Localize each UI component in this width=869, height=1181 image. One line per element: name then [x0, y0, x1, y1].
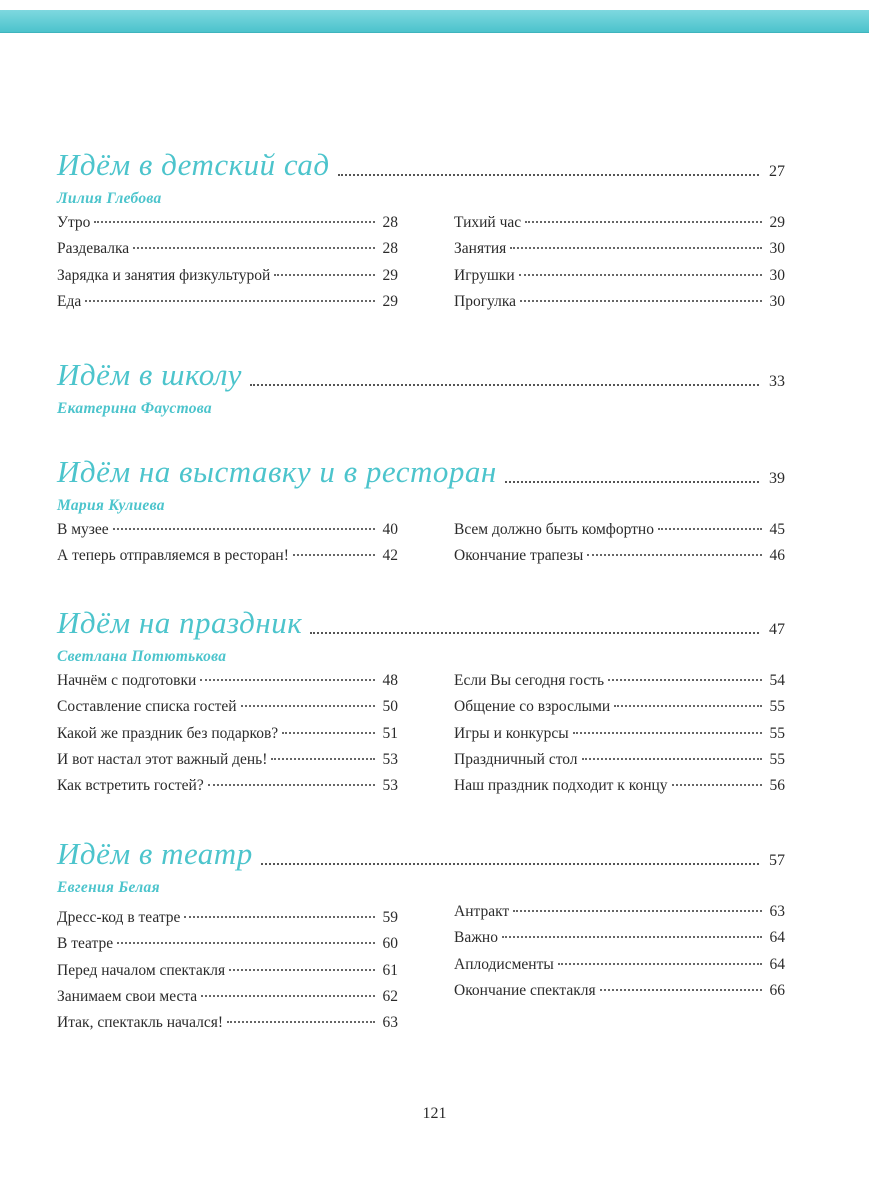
- entry-page: 59: [382, 909, 398, 926]
- toc-entry: [57, 547, 398, 573]
- entry-label: Зарядка и занятия физкультурой: [57, 266, 271, 284]
- section-page: 27: [769, 163, 785, 180]
- section-title: Идём в детский сад: [57, 147, 330, 182]
- entry-label: В музее: [57, 521, 109, 538]
- toc-entry: [454, 240, 785, 266]
- entry-label: Наш праздник подходит к концу: [454, 777, 668, 795]
- toc-section-school: [57, 352, 785, 418]
- toc-entry: [57, 962, 398, 988]
- toc-entry: [57, 777, 398, 803]
- entry-page: 61: [382, 961, 398, 979]
- toc-entry: [57, 240, 398, 266]
- entries-left: [57, 672, 398, 803]
- dot-leader: [208, 784, 375, 786]
- entry-label: Итак, спектакль начался!: [57, 1014, 224, 1032]
- entry-page: 62: [382, 987, 398, 1005]
- dot-leader: [250, 384, 759, 386]
- section-author: Екатерина Фаустова: [57, 400, 212, 417]
- entry-label: В театре: [57, 935, 114, 953]
- entry-page: 40: [382, 521, 398, 538]
- toc-entry: [454, 698, 785, 724]
- entry-page: 55: [769, 724, 785, 742]
- entry-label: Общение со взрослыми: [454, 698, 611, 716]
- entry-page: 56: [769, 777, 785, 795]
- dot-leader: [505, 481, 759, 483]
- dot-leader: [117, 942, 374, 944]
- entry-label: Игрушки: [454, 266, 515, 284]
- dot-leader: [587, 554, 761, 556]
- toc-entry: [57, 672, 398, 698]
- section-heading: [57, 600, 785, 640]
- entry-label: Окончание спектакля: [454, 981, 596, 999]
- toc-entry: [454, 214, 785, 240]
- toc-entry: [57, 751, 398, 777]
- entry-page: 53: [382, 777, 398, 795]
- entry-label: Составление списка гостей: [57, 698, 237, 716]
- toc-entry: [57, 1014, 398, 1040]
- entry-label: Утро: [57, 214, 91, 231]
- dot-leader: [282, 732, 374, 734]
- toc-entry: [454, 293, 785, 319]
- dot-leader: [558, 963, 762, 965]
- dot-leader: [184, 916, 374, 918]
- toc-entry: [454, 903, 785, 929]
- dot-leader: [525, 221, 761, 223]
- entry-label: Дресс-код в театре: [57, 909, 181, 926]
- entry-page: 64: [769, 955, 785, 973]
- entry-page: 50: [382, 698, 398, 716]
- toc-entry: [57, 698, 398, 724]
- entries-right: [454, 903, 785, 1040]
- entries-right: [454, 521, 785, 574]
- entry-label: Как встретить гостей?: [57, 777, 204, 795]
- entry-label: Начнём с подготовки: [57, 672, 197, 689]
- dot-leader: [94, 221, 374, 223]
- toc-entry: [57, 521, 398, 547]
- toc-entry: [454, 751, 785, 777]
- dot-leader: [310, 632, 759, 634]
- entry-page: 60: [382, 935, 398, 953]
- dot-leader: [201, 995, 374, 997]
- section-author: Мария Кулиева: [57, 497, 165, 514]
- toc-entry: [57, 293, 398, 319]
- entry-label: Праздничный стол: [454, 750, 578, 768]
- entry-label: Раздевалка: [57, 240, 130, 258]
- entry-label: Прогулка: [454, 292, 517, 310]
- section-heading: [57, 831, 785, 871]
- entry-page: 28: [382, 214, 398, 231]
- entry-label: Какой же праздник без подарков?: [57, 724, 279, 742]
- toc-entry: [57, 267, 398, 293]
- toc-entry: [57, 725, 398, 751]
- dot-leader: [520, 300, 761, 302]
- section-page: 57: [769, 852, 785, 869]
- toc-entry: [454, 956, 785, 982]
- entries-right: [454, 214, 785, 319]
- section-heading: [57, 142, 785, 182]
- entry-label: Окончание трапезы: [454, 547, 584, 565]
- toc-entry: [454, 267, 785, 293]
- toc-entry: [454, 521, 785, 547]
- dot-leader: [614, 705, 761, 707]
- entry-page: 54: [769, 672, 785, 689]
- dot-leader: [85, 300, 374, 302]
- entries-left: [57, 909, 398, 1040]
- section-heading: [57, 352, 785, 392]
- section-page: 33: [769, 373, 785, 390]
- entry-label: Занимаем свои места: [57, 987, 198, 1005]
- entry-label: Важно: [454, 929, 498, 947]
- section-page: 39: [769, 470, 785, 487]
- dot-leader: [133, 247, 374, 249]
- toc-section-holiday: [57, 600, 785, 803]
- dot-leader: [200, 679, 374, 681]
- entry-page: 64: [769, 929, 785, 947]
- toc-entry: [57, 909, 398, 935]
- section-title: Идём в школу: [57, 357, 242, 392]
- section-page: 47: [769, 621, 785, 638]
- entry-label: Еда: [57, 292, 82, 310]
- dot-leader: [510, 247, 761, 249]
- dot-leader: [293, 554, 375, 556]
- entry-page: 63: [769, 903, 785, 920]
- entry-page: 51: [382, 724, 398, 742]
- toc-entry: [57, 988, 398, 1014]
- dot-leader: [519, 274, 762, 276]
- section-author: Светлана Потютькова: [57, 648, 227, 665]
- entry-label: Всем должно быть комфортно: [454, 521, 654, 538]
- entry-page: 42: [382, 547, 398, 565]
- section-title: Идём на выставку и в ресторан: [57, 454, 497, 489]
- toc-entry: [57, 935, 398, 961]
- section-title: Идём в театр: [57, 836, 253, 871]
- entry-label: А теперь отправляемся в ресторан!: [57, 547, 289, 565]
- entry-page: 55: [769, 698, 785, 716]
- dot-leader: [513, 910, 761, 912]
- dot-leader: [271, 758, 374, 760]
- section-author: Лилия Глебова: [57, 190, 162, 207]
- entry-page: 30: [769, 266, 785, 284]
- toc-section-theatre: [57, 831, 785, 1040]
- entry-page: 55: [769, 750, 785, 768]
- entry-label: Перед началом спектакля: [57, 961, 226, 979]
- section-author: Евгения Белая: [57, 879, 160, 896]
- entry-label: Тихий час: [454, 214, 522, 231]
- toc-entry: [454, 672, 785, 698]
- entry-page: 29: [382, 292, 398, 310]
- section-heading: [57, 449, 785, 489]
- dot-leader: [227, 1021, 374, 1023]
- entry-page: 28: [382, 240, 398, 258]
- entry-label: Антракт: [454, 903, 510, 920]
- entry-page: 66: [769, 981, 785, 999]
- entry-label: Игры и конкурсы: [454, 724, 569, 742]
- entry-label: Если Вы сегодня гость: [454, 672, 605, 689]
- toc-entry: [454, 982, 785, 1008]
- dot-leader: [573, 732, 762, 734]
- toc-entry: [454, 777, 785, 803]
- dot-leader: [582, 758, 762, 760]
- dot-leader: [113, 528, 375, 530]
- entry-label: Занятия: [454, 240, 507, 258]
- entry-page: 30: [769, 292, 785, 310]
- dot-leader: [241, 705, 375, 707]
- entry-page: 30: [769, 240, 785, 258]
- entry-label: Аплодисменты: [454, 955, 554, 973]
- dot-leader: [658, 528, 762, 530]
- dot-leader: [338, 174, 759, 176]
- toc-entry: [454, 929, 785, 955]
- toc-entry: [454, 725, 785, 751]
- entries-left: [57, 214, 398, 319]
- dot-leader: [600, 989, 762, 991]
- entry-page: 63: [382, 1014, 398, 1032]
- dot-leader: [672, 784, 762, 786]
- toc-section-kindergarten: [57, 142, 785, 319]
- entries-right: [454, 672, 785, 803]
- entry-label: И вот настал этот важный день!: [57, 750, 268, 768]
- toc-entry: [454, 547, 785, 573]
- entry-page: 48: [382, 672, 398, 689]
- entry-page: 29: [769, 214, 785, 231]
- section-title: Идём на праздник: [57, 605, 303, 640]
- page-number: 121: [422, 1105, 447, 1122]
- dot-leader: [261, 863, 759, 865]
- entry-page: 29: [382, 266, 398, 284]
- toc-section-exhibition: [57, 449, 785, 574]
- dot-leader: [274, 274, 374, 276]
- dot-leader: [502, 936, 762, 938]
- entries-left: [57, 521, 398, 574]
- dot-leader: [608, 679, 761, 681]
- entry-page: 45: [769, 521, 785, 538]
- entry-page: 46: [769, 547, 785, 565]
- toc-entry: [57, 214, 398, 240]
- entry-page: 53: [382, 750, 398, 768]
- dot-leader: [229, 969, 374, 971]
